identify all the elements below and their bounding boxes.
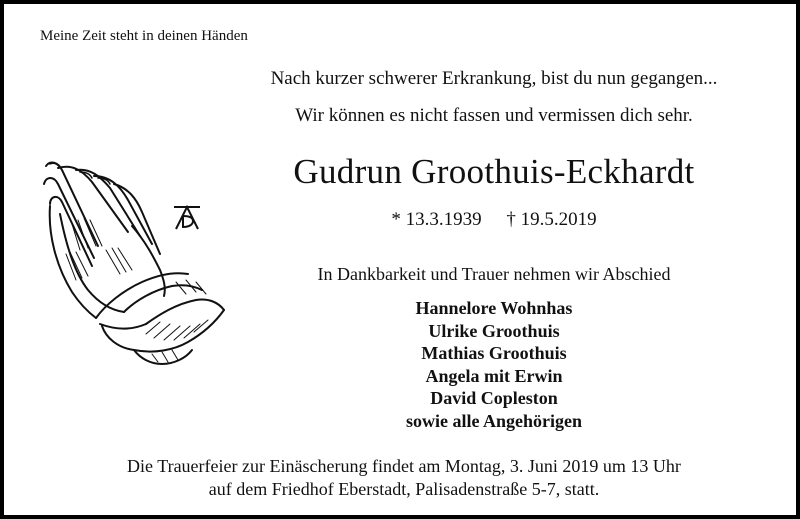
mourner-name: David Copleston [430,388,558,408]
duerer-monogram-icon [172,203,202,231]
service-info [24,455,784,501]
birth-date: * 13.3.1939 [391,209,482,230]
life-dates [244,209,744,231]
praying-hands-icon [36,154,231,369]
mourner-name: Ulrike Groothuis [428,320,560,341]
deceased-name: Gudrun Groothuis-Eckhardt [293,152,695,191]
mourner-name: sowie alle Angehörigen [406,410,582,431]
mourner-name: Hannelore Wohnhas [415,298,573,318]
death-date: † 19.5.2019 [506,209,597,230]
mourner-name: Angela mit Erwin [425,365,563,386]
intro-line-1: Nach kurzer schwerer Erkrankung, bist du nun gegangen... [270,68,718,89]
service-line-2: auf dem Friedhof Eberstadt, Palisadenstraße 5-7, statt. [208,479,600,499]
mourner-name: Mathias Groothuis [421,343,567,363]
intro-line-2: Wir können es nicht fassen und vermissen dich sehr. [295,105,693,126]
farewell-text: In Dankbarkeit und Trauer nehmen wir Abschied [317,264,671,284]
service-line-1: Die Trauerfeier zur Einäscherung findet am Montag, 3. Juni 2019 um 13 Uhr [127,456,681,476]
mourners-list [244,297,744,432]
motto-text: Meine Zeit steht in deinen Händen [40,28,248,44]
